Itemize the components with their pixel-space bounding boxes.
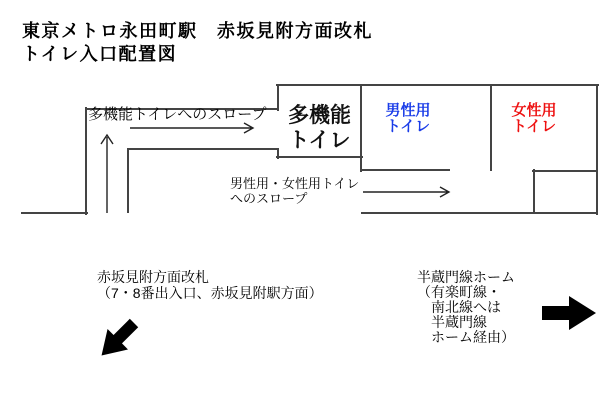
gate-label-line2: （7・8番出入口、赤坂見附駅方面）: [97, 285, 323, 301]
mens-toilet-label: [361, 103, 455, 135]
platform-big-arrow-right-icon: [542, 296, 596, 330]
multifunction-toilet-label-line1: 多機能: [288, 104, 351, 127]
platform-label-line1: 半蔵門線ホーム: [417, 269, 515, 285]
multifunction-slope-label: 多機能トイレへのスロープ: [88, 106, 267, 123]
mens-toilet-label-line1: 男性用: [385, 102, 431, 119]
gate-label-line1: 赤坂見附方面改札: [97, 269, 209, 285]
platform-label: [417, 270, 515, 345]
multifunction-toilet-label: [278, 103, 361, 153]
platform-label-line5: ホーム経由）: [417, 329, 515, 345]
platform-label-line2: （有楽町線・: [417, 284, 501, 300]
mens-toilet-label-line2: トイレ: [385, 118, 431, 135]
page-title-line2: トイレ入口配置図: [22, 44, 178, 64]
platform-label-line4: 半蔵門線: [417, 314, 487, 330]
mens-womens-slope-label-line1: 男性用・女性用トイレ: [230, 176, 360, 191]
womens-toilet-label-line2: トイレ: [511, 118, 557, 135]
gate-big-arrow-down-left-icon: [91, 313, 144, 366]
platform-label-line3: 南北線へは: [417, 299, 501, 315]
page-title-line1: 東京メトロ永田町駅 赤坂見附方面改札: [22, 21, 373, 41]
gate-label: [97, 269, 323, 301]
gate-direction-arrow-up-icon: [101, 135, 113, 213]
mens-womens-slope-arrow-right-icon: [363, 187, 449, 197]
multifunction-toilet-label-line2: トイレ: [288, 129, 351, 152]
mens-womens-slope-label-line2: へのスロープ: [230, 191, 308, 206]
multifunction-slope-arrow-right-icon: [130, 123, 253, 133]
womens-toilet-label-line1: 女性用: [511, 102, 557, 119]
womens-toilet-label: [491, 103, 577, 135]
mens-womens-slope-label: [230, 176, 359, 206]
